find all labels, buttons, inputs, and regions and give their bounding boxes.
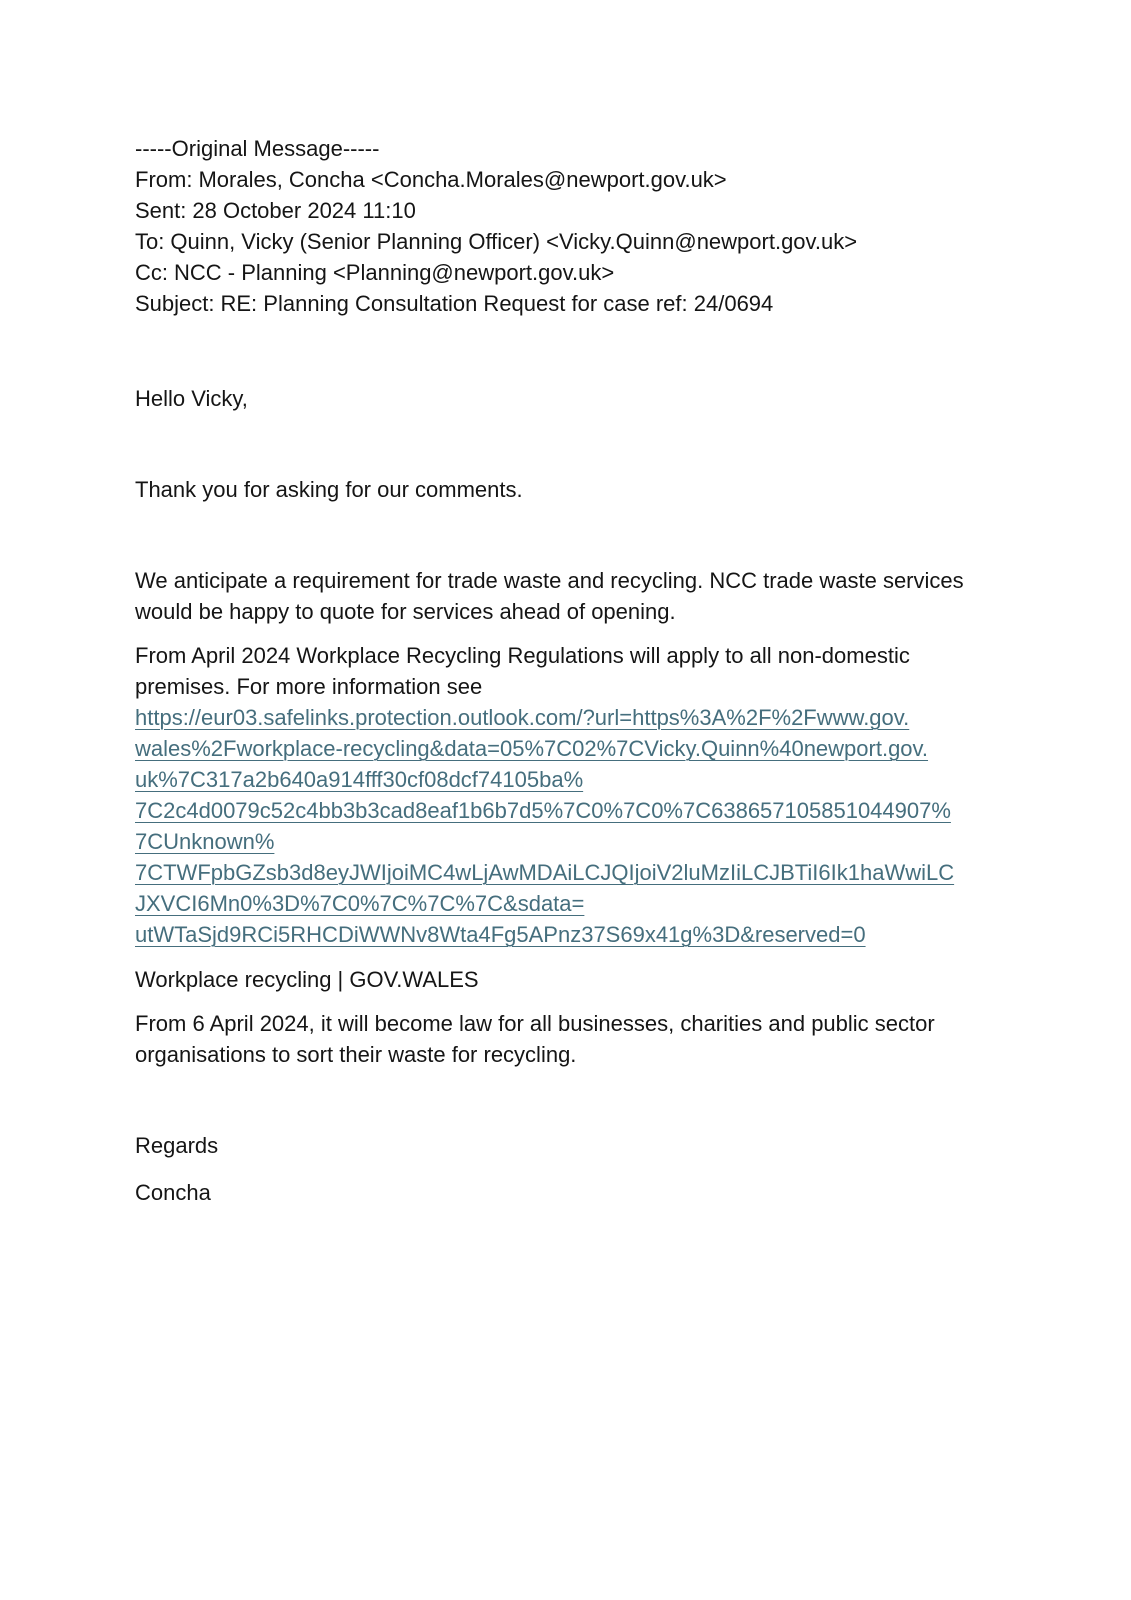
header-from-value: Morales, Concha <Concha.Morales@newport.gov.uk> <box>198 167 727 192</box>
header-subject-label: Subject: <box>135 291 215 316</box>
header-sent <box>135 195 999 226</box>
paragraph-thanks: Thank you for asking for our comments. <box>135 477 523 502</box>
safelink-line-3[interactable]: uk%7C317a2b640a914fff30cf08dcf74105ba% <box>135 767 584 792</box>
email-body <box>135 133 999 1208</box>
link-caption: Workplace recycling | GOV.WALES <box>135 967 479 992</box>
header-to-value: Quinn, Vicky (Senior Planning Officer) <Vicky.Quinn@newport.gov.uk> <box>170 229 858 254</box>
workplace-recycling-safelink[interactable] <box>135 702 999 950</box>
signature-name: Concha <box>135 1180 211 1205</box>
safelink-line-8[interactable]: utWTaSjd9RCi5RHCDiWWNv8Wta4Fg5APnz37S69x41g%3D&reserved=0 <box>135 922 866 947</box>
safelink-line-1[interactable]: https://eur03.safelinks.protection.outlook.com/?url=https%3A%2F%2Fwww.gov. <box>135 705 910 730</box>
safelink-line-4[interactable]: 7C2c4d0079c52c4bb3b3cad8eaf1b6b7d5%7C0%7C0%7C638657105851044907% <box>135 798 951 823</box>
quoted-message-header <box>135 133 999 319</box>
regulations-text: From April 2024 Workplace Recycling Regulations will apply to all non-domestic premises. For more information see <box>135 643 910 699</box>
safelink-line-6[interactable]: 7CTWFpbGZsb3d8eyJWIjoiMC4wLjAwMDAiLCJQIjoiV2luMzIiLCJBTiI6Ik1haWwiLC <box>135 860 955 885</box>
header-from-label: From: <box>135 167 193 192</box>
safelink-line-7[interactable]: JXVCI6Mn0%3D%7C0%7C%7C%7C&sdata= <box>135 891 585 916</box>
header-sent-value: 28 October 2024 11:10 <box>192 198 416 223</box>
original-message-separator: -----Original Message----- <box>135 136 380 161</box>
paragraph-law: From 6 April 2024, it will become law for all businesses, charities and public sector organisations to sort their waste for recycling. <box>135 1011 935 1067</box>
header-subject-value: RE: Planning Consultation Request for case ref: 24/0694 <box>220 291 774 316</box>
header-to-label: To: <box>135 229 165 254</box>
header-sent-label: Sent: <box>135 198 187 223</box>
header-cc <box>135 257 999 288</box>
safelink-line-2[interactable]: wales%2Fworkplace-recycling&data=05%7C02%7CVicky.Quinn%40newport.gov. <box>135 736 929 761</box>
paragraph-trade-waste: We anticipate a requirement for trade waste and recycling. NCC trade waste services would be happy to quote for services ahead of opening. <box>135 568 964 624</box>
greeting: Hello Vicky, <box>135 386 248 411</box>
paragraph-regulations <box>135 640 999 950</box>
header-cc-value: NCC - Planning <Planning@newport.gov.uk> <box>174 260 615 285</box>
header-to <box>135 226 999 257</box>
header-from <box>135 164 999 195</box>
header-cc-label: Cc: <box>135 260 168 285</box>
signoff: Regards <box>135 1133 219 1158</box>
header-subject <box>135 288 999 319</box>
safelink-line-5[interactable]: 7CUnknown% <box>135 829 275 854</box>
